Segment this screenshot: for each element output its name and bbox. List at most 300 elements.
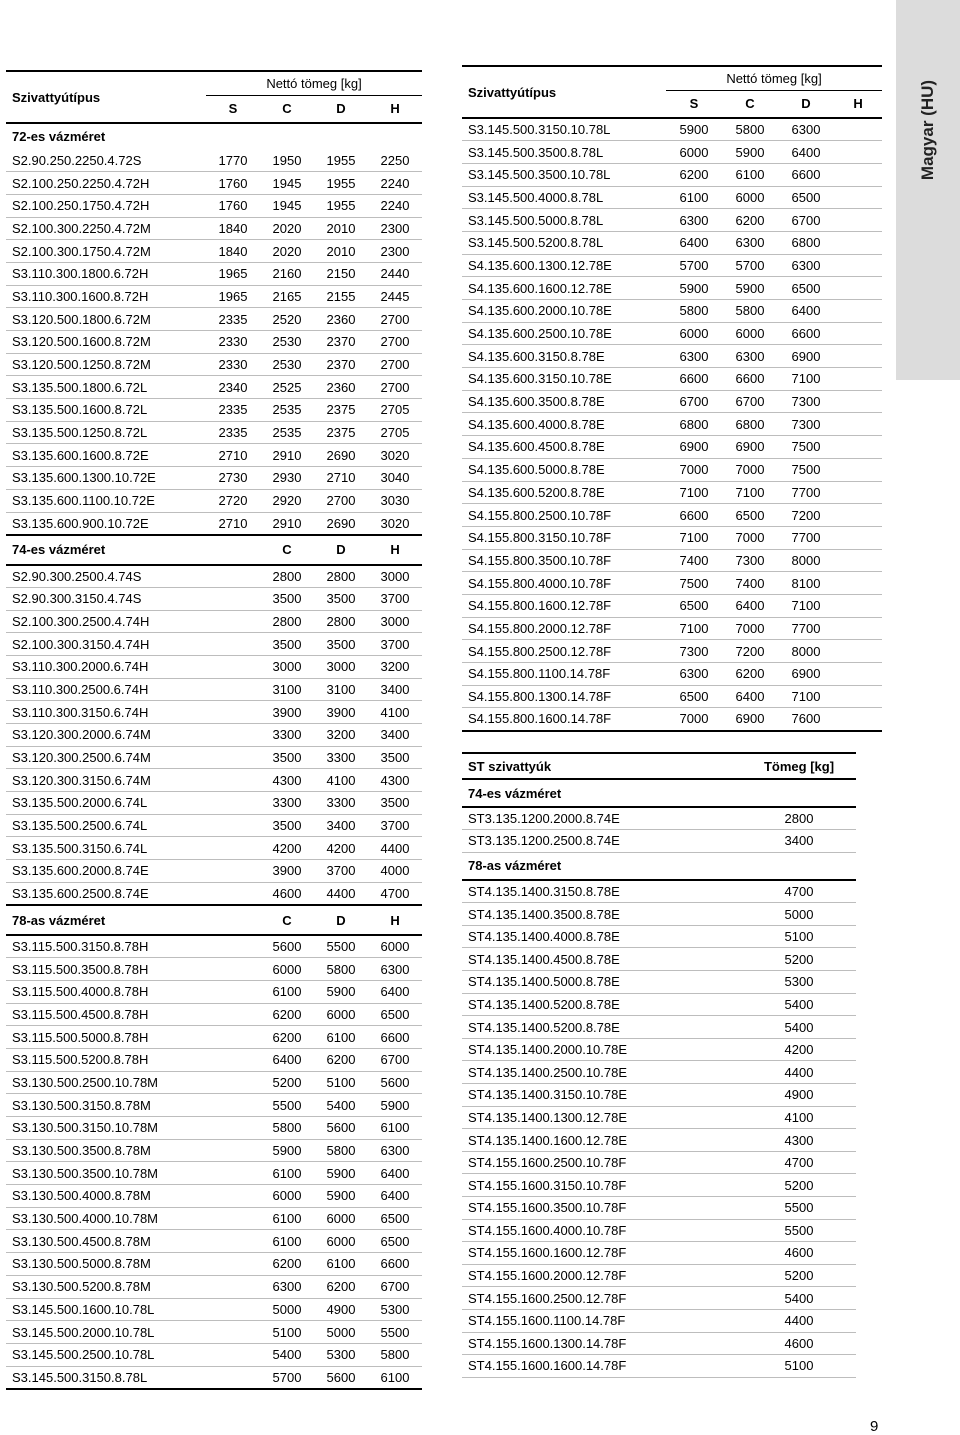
empty-cell bbox=[206, 724, 260, 747]
weight: 5500 bbox=[742, 1219, 856, 1242]
h-weight: 3020 bbox=[368, 444, 422, 467]
d-weight: 5800 bbox=[314, 1139, 368, 1162]
table-row bbox=[462, 948, 856, 971]
s-weight: 1760 bbox=[206, 194, 260, 217]
table-row bbox=[6, 1298, 422, 1321]
table-row bbox=[6, 421, 422, 444]
table-row bbox=[6, 1366, 422, 1389]
h-weight: 3700 bbox=[368, 633, 422, 656]
empty-cell bbox=[206, 860, 260, 883]
pump-type: ST4.135.1400.5200.8.78E bbox=[462, 1016, 742, 1039]
column-header-weight: Nettó tömeg [kg] bbox=[206, 71, 422, 95]
table-row bbox=[6, 587, 422, 610]
d-weight: 5300 bbox=[314, 1343, 368, 1366]
table-row bbox=[6, 149, 422, 172]
d-weight: 6700 bbox=[722, 390, 778, 413]
table-row bbox=[6, 1275, 422, 1298]
pump-type: S2.100.300.3150.4.74H bbox=[6, 633, 206, 656]
c-weight: 1945 bbox=[260, 172, 314, 195]
h-weight: 6900 bbox=[778, 663, 834, 686]
page-number: 9 bbox=[870, 1418, 879, 1435]
c-weight: 3500 bbox=[260, 746, 314, 769]
c-weight: 5100 bbox=[260, 1321, 314, 1344]
pump-type: S4.155.800.2000.12.78F bbox=[462, 617, 666, 640]
h-weight: 2705 bbox=[368, 421, 422, 444]
h-weight: 6400 bbox=[368, 1162, 422, 1185]
column-header-d: D bbox=[314, 905, 368, 935]
h-weight: 3030 bbox=[368, 489, 422, 512]
table-row bbox=[462, 685, 882, 708]
d-weight: 2010 bbox=[314, 217, 368, 240]
pump-type: S3.135.500.2500.6.74L bbox=[6, 814, 206, 837]
d-weight: 5900 bbox=[722, 141, 778, 164]
empty-cell bbox=[206, 655, 260, 678]
h-weight: 2700 bbox=[368, 353, 422, 376]
h-weight: 2705 bbox=[368, 399, 422, 422]
d-weight: 3300 bbox=[314, 746, 368, 769]
section-title: 78-as vázméret bbox=[462, 852, 856, 880]
table-row bbox=[6, 1026, 422, 1049]
d-weight: 6000 bbox=[314, 1207, 368, 1230]
table-row bbox=[462, 163, 882, 186]
pump-type: S4.155.800.3150.10.78F bbox=[462, 526, 666, 549]
column-header-h: H bbox=[834, 90, 882, 118]
d-weight: 5800 bbox=[722, 118, 778, 141]
weight: 3400 bbox=[742, 830, 856, 853]
table-row bbox=[462, 186, 882, 209]
weight: 2800 bbox=[742, 807, 856, 830]
column-header-h: H bbox=[368, 95, 422, 123]
weight: 5200 bbox=[742, 1174, 856, 1197]
pump-type: S2.90.300.3150.4.74S bbox=[6, 587, 206, 610]
st-weight-header: Tömeg [kg] bbox=[742, 753, 856, 779]
pump-type: S2.100.250.2250.4.72H bbox=[6, 172, 206, 195]
d-weight: 6900 bbox=[722, 436, 778, 459]
table-row bbox=[462, 830, 856, 853]
table-row bbox=[6, 633, 422, 656]
c-weight: 3500 bbox=[260, 814, 314, 837]
table-row bbox=[6, 655, 422, 678]
c-weight: 4600 bbox=[260, 882, 314, 905]
c-weight: 6600 bbox=[666, 504, 722, 527]
c-weight: 2020 bbox=[260, 240, 314, 263]
h-weight: 6500 bbox=[368, 1230, 422, 1253]
pump-type: S3.145.500.3500.10.78L bbox=[462, 163, 666, 186]
table-row bbox=[462, 504, 882, 527]
h-weight: 2250 bbox=[368, 149, 422, 172]
table-row bbox=[462, 1197, 856, 1220]
c-weight: 4300 bbox=[260, 769, 314, 792]
table-row bbox=[462, 708, 882, 731]
d-weight: 3500 bbox=[314, 587, 368, 610]
table-row bbox=[462, 231, 882, 254]
column-header-h: H bbox=[368, 905, 422, 935]
table-row bbox=[462, 617, 882, 640]
table-row bbox=[462, 118, 882, 141]
empty-cell bbox=[206, 1071, 260, 1094]
h-weight: 2700 bbox=[368, 308, 422, 331]
c-weight: 3900 bbox=[260, 860, 314, 883]
table-row bbox=[6, 512, 422, 535]
s-weight: 2710 bbox=[206, 444, 260, 467]
table-row bbox=[462, 209, 882, 232]
d-weight: 2375 bbox=[314, 399, 368, 422]
d-weight: 6000 bbox=[314, 1230, 368, 1253]
c-weight: 6000 bbox=[260, 958, 314, 981]
c-weight: 2535 bbox=[260, 421, 314, 444]
table-row bbox=[462, 481, 882, 504]
s-weight: 2335 bbox=[206, 308, 260, 331]
c-weight: 5400 bbox=[260, 1343, 314, 1366]
h-weight: 6300 bbox=[368, 958, 422, 981]
d-weight: 6200 bbox=[314, 1048, 368, 1071]
pump-type: S3.130.500.4500.8.78M bbox=[6, 1230, 206, 1253]
table-row bbox=[462, 390, 882, 413]
d-weight: 6000 bbox=[314, 1003, 368, 1026]
table-row bbox=[6, 1207, 422, 1230]
d-weight: 6000 bbox=[722, 186, 778, 209]
d-weight: 7000 bbox=[722, 617, 778, 640]
d-weight: 6600 bbox=[722, 368, 778, 391]
empty-cell bbox=[834, 504, 882, 527]
c-weight: 6900 bbox=[666, 436, 722, 459]
pump-type: S4.155.800.2500.10.78F bbox=[462, 504, 666, 527]
d-weight: 5900 bbox=[722, 277, 778, 300]
table-row bbox=[6, 1071, 422, 1094]
d-weight: 6200 bbox=[722, 209, 778, 232]
d-weight: 6000 bbox=[722, 322, 778, 345]
column-header-d: D bbox=[314, 95, 368, 123]
s-weight: 2330 bbox=[206, 331, 260, 354]
d-weight: 1955 bbox=[314, 149, 368, 172]
table-row bbox=[462, 1151, 856, 1174]
h-weight: 6600 bbox=[368, 1026, 422, 1049]
table-row bbox=[6, 444, 422, 467]
table-row bbox=[6, 935, 422, 958]
pump-type: ST4.155.1600.2500.12.78F bbox=[462, 1287, 742, 1310]
table-row bbox=[6, 610, 422, 633]
weight: 5400 bbox=[742, 1016, 856, 1039]
d-weight: 2155 bbox=[314, 285, 368, 308]
table-row bbox=[6, 489, 422, 512]
pump-type: S3.130.500.5200.8.78M bbox=[6, 1275, 206, 1298]
section-title: 72-es vázméret bbox=[12, 129, 106, 144]
column-header-c: C bbox=[260, 905, 314, 935]
d-weight: 7200 bbox=[722, 640, 778, 663]
weight: 4200 bbox=[742, 1038, 856, 1061]
column-header-s: S bbox=[206, 95, 260, 123]
pump-type: S3.130.500.2500.10.78M bbox=[6, 1071, 206, 1094]
h-weight: 6600 bbox=[368, 1253, 422, 1276]
h-weight: 6500 bbox=[368, 1003, 422, 1026]
d-weight: 1955 bbox=[314, 172, 368, 195]
weight: 4600 bbox=[742, 1242, 856, 1265]
c-weight: 3000 bbox=[260, 655, 314, 678]
c-weight: 5800 bbox=[666, 300, 722, 323]
pump-type: S3.115.500.3500.8.78H bbox=[6, 958, 206, 981]
pump-type: S4.155.800.3500.10.78F bbox=[462, 549, 666, 572]
d-weight: 4400 bbox=[314, 882, 368, 905]
d-weight: 6200 bbox=[314, 1275, 368, 1298]
c-weight: 6000 bbox=[666, 141, 722, 164]
h-weight: 6300 bbox=[368, 1139, 422, 1162]
d-weight: 5600 bbox=[314, 1366, 368, 1389]
d-weight: 7000 bbox=[722, 526, 778, 549]
c-weight: 3300 bbox=[260, 724, 314, 747]
pump-type: S2.90.250.2250.4.72S bbox=[6, 149, 206, 172]
d-weight: 5900 bbox=[314, 1162, 368, 1185]
pump-type: S3.110.300.3150.6.74H bbox=[6, 701, 206, 724]
empty-cell bbox=[834, 413, 882, 436]
weight: 5100 bbox=[742, 925, 856, 948]
c-weight: 6400 bbox=[666, 231, 722, 254]
empty-cell bbox=[206, 792, 260, 815]
weight: 4300 bbox=[742, 1129, 856, 1152]
pump-type: ST4.135.1400.1600.12.78E bbox=[462, 1129, 742, 1152]
pump-type: S3.120.500.1800.6.72M bbox=[6, 308, 206, 331]
d-weight: 2700 bbox=[314, 489, 368, 512]
c-weight: 6800 bbox=[666, 413, 722, 436]
table-row bbox=[6, 1003, 422, 1026]
pump-type: S3.120.300.3150.6.74M bbox=[6, 769, 206, 792]
table-row bbox=[6, 1253, 422, 1276]
pump-type: S3.145.500.1600.10.78L bbox=[6, 1298, 206, 1321]
table-row bbox=[6, 1321, 422, 1344]
c-weight: 2910 bbox=[260, 512, 314, 535]
table-row bbox=[462, 549, 882, 572]
h-weight: 6700 bbox=[368, 1048, 422, 1071]
h-weight: 2240 bbox=[368, 172, 422, 195]
section-header bbox=[6, 905, 422, 935]
d-weight: 3700 bbox=[314, 860, 368, 883]
column-header-d: D bbox=[778, 90, 834, 118]
d-weight: 3200 bbox=[314, 724, 368, 747]
table-row bbox=[6, 1162, 422, 1185]
table-row bbox=[462, 1129, 856, 1152]
c-weight: 2530 bbox=[260, 353, 314, 376]
table-row bbox=[6, 1117, 422, 1140]
pump-type: S4.155.800.1600.14.78F bbox=[462, 708, 666, 731]
c-weight: 6300 bbox=[666, 209, 722, 232]
h-weight: 6100 bbox=[368, 1117, 422, 1140]
c-weight: 6100 bbox=[260, 980, 314, 1003]
d-weight: 3100 bbox=[314, 678, 368, 701]
pump-type: ST4.155.1600.1600.14.78F bbox=[462, 1355, 742, 1378]
d-weight: 3300 bbox=[314, 792, 368, 815]
c-weight: 6600 bbox=[666, 368, 722, 391]
h-weight: 3700 bbox=[368, 814, 422, 837]
h-weight: 6600 bbox=[778, 163, 834, 186]
empty-cell bbox=[206, 633, 260, 656]
table-row bbox=[462, 1219, 856, 1242]
c-weight: 7300 bbox=[666, 640, 722, 663]
weight: 4700 bbox=[742, 880, 856, 903]
d-weight: 4200 bbox=[314, 837, 368, 860]
h-weight: 3500 bbox=[368, 792, 422, 815]
table-row bbox=[462, 971, 856, 994]
pump-type: S2.100.300.2500.4.74H bbox=[6, 610, 206, 633]
empty-cell bbox=[206, 678, 260, 701]
s-weight: 2720 bbox=[206, 489, 260, 512]
pump-type: S4.135.600.3500.8.78E bbox=[462, 390, 666, 413]
c-weight: 2520 bbox=[260, 308, 314, 331]
c-weight: 6500 bbox=[666, 594, 722, 617]
c-weight: 2910 bbox=[260, 444, 314, 467]
d-weight: 1955 bbox=[314, 194, 368, 217]
table-row bbox=[462, 1332, 856, 1355]
table-row bbox=[6, 1139, 422, 1162]
h-weight: 2700 bbox=[368, 331, 422, 354]
column-header-d: D bbox=[314, 535, 368, 565]
c-weight: 2920 bbox=[260, 489, 314, 512]
h-weight: 7700 bbox=[778, 526, 834, 549]
weight: 5200 bbox=[742, 948, 856, 971]
c-weight: 6100 bbox=[260, 1230, 314, 1253]
table-row bbox=[6, 1185, 422, 1208]
table-row bbox=[462, 572, 882, 595]
pump-type: ST4.155.1600.2500.10.78F bbox=[462, 1151, 742, 1174]
table-row bbox=[462, 880, 856, 903]
pump-type: S4.135.600.1600.12.78E bbox=[462, 277, 666, 300]
c-weight: 7100 bbox=[666, 481, 722, 504]
c-weight: 6700 bbox=[666, 390, 722, 413]
h-weight: 7300 bbox=[778, 413, 834, 436]
weight: 4100 bbox=[742, 1106, 856, 1129]
d-weight: 2710 bbox=[314, 467, 368, 490]
empty-cell bbox=[206, 958, 260, 981]
h-weight: 4100 bbox=[368, 701, 422, 724]
table-row bbox=[6, 217, 422, 240]
language-side-tab bbox=[896, 0, 960, 380]
h-weight: 6700 bbox=[778, 209, 834, 232]
weight: 5500 bbox=[742, 1197, 856, 1220]
table-row bbox=[6, 194, 422, 217]
table-row bbox=[6, 240, 422, 263]
pump-type: S3.135.500.2000.6.74L bbox=[6, 792, 206, 815]
c-weight: 7500 bbox=[666, 572, 722, 595]
d-weight: 5700 bbox=[722, 254, 778, 277]
d-weight: 5100 bbox=[314, 1071, 368, 1094]
h-weight: 5500 bbox=[368, 1321, 422, 1344]
empty-cell bbox=[834, 481, 882, 504]
table-row bbox=[6, 958, 422, 981]
d-weight: 2360 bbox=[314, 308, 368, 331]
table-row bbox=[462, 640, 882, 663]
empty-cell bbox=[834, 186, 882, 209]
section-title: 78-as vázméret bbox=[6, 905, 206, 935]
pump-type: S3.135.500.1600.8.72L bbox=[6, 399, 206, 422]
empty-cell bbox=[206, 701, 260, 724]
table-row bbox=[462, 1174, 856, 1197]
pump-type: S3.145.500.4000.8.78L bbox=[462, 186, 666, 209]
table-row bbox=[462, 993, 856, 1016]
h-weight: 3400 bbox=[368, 724, 422, 747]
h-weight: 2445 bbox=[368, 285, 422, 308]
empty-cell bbox=[206, 1048, 260, 1071]
pump-type: S3.135.600.1300.10.72E bbox=[6, 467, 206, 490]
empty-cell bbox=[206, 1230, 260, 1253]
empty-cell bbox=[206, 1003, 260, 1026]
c-weight: 5500 bbox=[260, 1094, 314, 1117]
s-weight: 1760 bbox=[206, 172, 260, 195]
pump-type: S4.135.600.3150.10.78E bbox=[462, 368, 666, 391]
empty-cell bbox=[206, 1117, 260, 1140]
s-weight: 1840 bbox=[206, 240, 260, 263]
empty-cell bbox=[206, 610, 260, 633]
table-row bbox=[6, 882, 422, 905]
empty-cell bbox=[834, 231, 882, 254]
h-weight: 8000 bbox=[778, 549, 834, 572]
table-row bbox=[6, 1048, 422, 1071]
pump-type: ST4.155.1600.3500.10.78F bbox=[462, 1197, 742, 1220]
table-row bbox=[462, 1084, 856, 1107]
c-weight: 7400 bbox=[666, 549, 722, 572]
h-weight: 6800 bbox=[778, 231, 834, 254]
d-weight: 6300 bbox=[722, 345, 778, 368]
empty-cell bbox=[206, 935, 260, 958]
h-weight: 3200 bbox=[368, 655, 422, 678]
pump-type: S2.100.250.1750.4.72H bbox=[6, 194, 206, 217]
d-weight: 7100 bbox=[722, 481, 778, 504]
d-weight: 6900 bbox=[722, 708, 778, 731]
s-weight: 2710 bbox=[206, 512, 260, 535]
c-weight: 3900 bbox=[260, 701, 314, 724]
empty-cell bbox=[834, 640, 882, 663]
empty-cell bbox=[206, 814, 260, 837]
pump-type: S3.145.500.2000.10.78L bbox=[6, 1321, 206, 1344]
pump-type: S3.110.300.1600.8.72H bbox=[6, 285, 206, 308]
c-weight: 2800 bbox=[260, 565, 314, 588]
d-weight: 3000 bbox=[314, 655, 368, 678]
s-weight: 1840 bbox=[206, 217, 260, 240]
table-row bbox=[6, 1343, 422, 1366]
pump-type: S4.155.800.1100.14.78F bbox=[462, 663, 666, 686]
h-weight: 6300 bbox=[778, 118, 834, 141]
c-weight: 6300 bbox=[666, 663, 722, 686]
empty-cell bbox=[206, 535, 260, 565]
pump-type: ST4.135.1400.4000.8.78E bbox=[462, 925, 742, 948]
s-weight: 2335 bbox=[206, 421, 260, 444]
st-title: ST szivattyúk bbox=[462, 753, 742, 779]
table-row bbox=[6, 565, 422, 588]
empty-cell bbox=[206, 1185, 260, 1208]
right-weight-table bbox=[462, 65, 882, 732]
pump-type: S3.130.500.3150.10.78M bbox=[6, 1117, 206, 1140]
d-weight: 7400 bbox=[722, 572, 778, 595]
h-weight: 5800 bbox=[368, 1343, 422, 1366]
empty-cell bbox=[206, 837, 260, 860]
table-row bbox=[462, 1309, 856, 1332]
empty-cell bbox=[834, 594, 882, 617]
c-weight: 1950 bbox=[260, 149, 314, 172]
h-weight: 3040 bbox=[368, 467, 422, 490]
empty-cell bbox=[834, 436, 882, 459]
s-weight: 2340 bbox=[206, 376, 260, 399]
d-weight: 3900 bbox=[314, 701, 368, 724]
section-header bbox=[6, 535, 422, 565]
pump-type: S3.135.500.1800.6.72L bbox=[6, 376, 206, 399]
c-weight: 6400 bbox=[260, 1048, 314, 1071]
empty-cell bbox=[834, 345, 882, 368]
weight: 4900 bbox=[742, 1084, 856, 1107]
left-weight-table bbox=[6, 70, 422, 1390]
d-weight: 6400 bbox=[722, 685, 778, 708]
s-weight: 2330 bbox=[206, 353, 260, 376]
empty-cell bbox=[206, 1207, 260, 1230]
c-weight: 7100 bbox=[666, 526, 722, 549]
d-weight: 6100 bbox=[314, 1026, 368, 1049]
empty-cell bbox=[834, 163, 882, 186]
